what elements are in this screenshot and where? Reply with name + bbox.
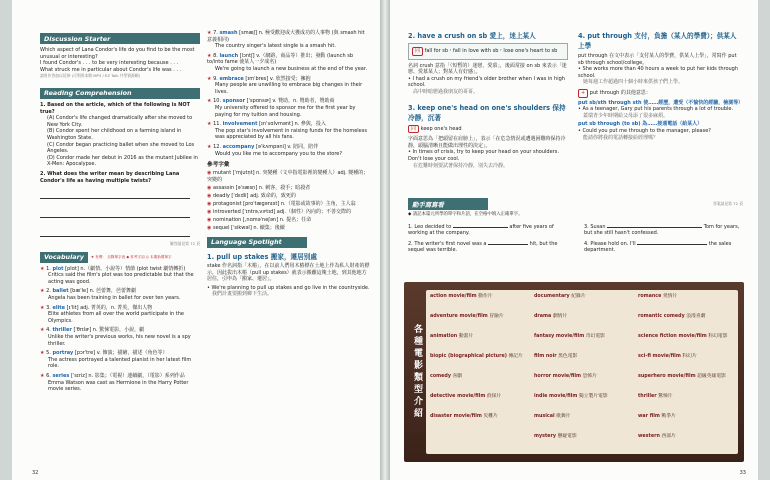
s4-more-tag — [578, 89, 743, 98]
vocab-definition: [pɔrˈtre] v. 飾演；描繪，描述（角色等） — [74, 350, 168, 357]
vocab-number: 4. — [46, 327, 51, 334]
genre-item — [534, 294, 632, 300]
vocab-word: accompany — [222, 143, 255, 150]
vocab-definition: [ˈsɪriz] n. 影集；（電視）連續劇，（電影）系列作品 — [70, 373, 185, 379]
genre-en: adventure movie/film — [430, 314, 488, 319]
genre-zh: 愛情片 — [662, 294, 678, 299]
exercise-q1-start: 1. Leo decided to — [408, 223, 452, 230]
vocab-example: Elite athletes from all over the world participate in the Olympics. — [48, 311, 184, 324]
exercise-section — [408, 198, 743, 254]
vocab-number: 8. — [213, 52, 218, 59]
star-icon: ★ — [207, 143, 212, 150]
genre-en: war film — [638, 414, 660, 419]
s3-synonym-text: keep one's head — [420, 125, 462, 132]
genre-en: musical — [534, 414, 555, 419]
vocab-example: Many people are unwilling to embrace big changes in their lives. — [215, 82, 363, 95]
genre-item — [430, 334, 528, 340]
vocab-definition: [bæˈle] n. 芭蕾舞，芭蕾舞劇 — [70, 288, 136, 295]
genre-en: thriller — [638, 394, 657, 399]
genre-item — [534, 394, 632, 400]
star-icon: ★ — [207, 98, 212, 105]
synonym-tag: 同 — [412, 47, 423, 56]
s4-title: 4. put through 支付，負擔（某人的學費）；供某人上學 — [578, 32, 737, 50]
blank-input[interactable] — [488, 240, 528, 245]
vocab-number: 6. — [46, 373, 51, 379]
s4-sub1-zh: 蓋瑞青少年時期給父母添了很多麻煩。 — [583, 112, 669, 119]
s2-title: 2. have a crush on sb 愛上，迷上某人 — [408, 32, 536, 40]
genre-item — [638, 354, 736, 360]
exercise-q2-end: hit, but the sequel was terrible. — [408, 240, 558, 254]
bullet-icon: ◉ — [207, 192, 212, 199]
vocab-definition: [lɔntʃ] v.（網路，商品等）推出；發動 (launch sb to/into fame 使某人一夕成名) — [207, 52, 353, 66]
exercise-q4-start: 4. Please hold on. I'll — [584, 240, 636, 247]
vocab-list-2 — [207, 30, 370, 157]
star-icon: ★ — [207, 52, 212, 59]
genre-en: fantasy movie/film — [534, 334, 585, 339]
answer-line[interactable] — [40, 192, 190, 199]
genres-panel — [404, 282, 744, 462]
vocab-example: The country singer's latest single is a smash hit. — [215, 43, 336, 50]
star-icon: ★ — [40, 304, 45, 311]
reference-text: nomination [,nɑməˈneʃən] n. 提名；任命 — [212, 217, 312, 224]
genre-item — [534, 374, 632, 380]
genre-zh: 科幻片 — [682, 354, 697, 359]
genre-en: superhero movie/film — [638, 374, 696, 379]
vocab-example: Angela has been training in ballet for over ten years. — [48, 295, 181, 302]
plus-tag: + — [578, 89, 588, 98]
s2-synonyms — [408, 43, 568, 60]
star-icon: ★ — [40, 350, 45, 357]
vocab-example: Would you like me to accompany you to the store? — [215, 150, 343, 157]
vocab-entry — [40, 305, 200, 325]
genre-zh: 喜劇 — [452, 374, 463, 379]
genre-zh: 恐怖片 — [582, 374, 597, 379]
genre-zh: 劇情片 — [552, 314, 568, 319]
vocab-header-note: ★ 有聲： 目錄單字表 ◆ 常考字詞 ◎ 本期新增單字 — [90, 254, 172, 259]
genre-item — [638, 374, 736, 380]
s4-sub2: put sb through (to sb) 為……接通電話（給某人） — [578, 121, 703, 128]
vocab-example: Emma Watson was cast as Hermione in the Harry Potter movie series. — [48, 379, 189, 393]
reference-text: sequel [ˈsikwəl] n. 續集；後續 — [212, 225, 285, 232]
blank-input[interactable] — [637, 240, 707, 245]
reference-item — [207, 225, 370, 232]
genre-zh: 驚悚片 — [658, 394, 673, 399]
exercise-col-2 — [584, 223, 742, 254]
discussion-header: Discussion Starter — [40, 33, 200, 44]
vocab-number: 5. — [46, 350, 51, 357]
genre-zh: 懸疑電影 — [557, 434, 577, 439]
reference-item — [207, 201, 370, 208]
vocab-definition: [ˈθrɪlɚ] n. 驚悚電影，小說，劇 — [73, 327, 145, 334]
spine — [380, 0, 390, 480]
genre-en: drama — [534, 314, 552, 319]
reading-q1-b: (B) Condor spent her childhood on a farming island in Washington State. — [47, 128, 182, 141]
vocab-definition: [əˈkʌmpəni] v. 陪同，陪伴 — [255, 143, 319, 150]
vocab-word: thriller — [52, 327, 72, 334]
spotlight-header: Language Spotlight — [207, 237, 307, 248]
genre-item — [638, 434, 736, 440]
genre-zh: 偵探片 — [486, 394, 502, 399]
genre-zh: 歌舞片 — [556, 414, 571, 419]
s4-sub1-example-text: As a teenager, Gary put his parents through a lot of trouble. — [582, 106, 734, 113]
reading-header: Reading Comprehension — [40, 88, 200, 99]
s4-example-zh: 她每週工作超過四十個小時來供孩子們上學。 — [583, 79, 684, 86]
vocab-definition: [ɪmˈbres] v. 欣然接受；擁抱 — [245, 75, 311, 82]
star-icon: ★ — [207, 75, 212, 82]
s4-sub2-example-text: Could you put me through to the manager, please? — [582, 127, 711, 134]
star-icon: ★ — [40, 373, 45, 379]
bullet-icon: ◉ — [207, 225, 212, 232]
genre-item — [638, 394, 736, 400]
genre-item — [534, 414, 632, 420]
answer-line[interactable] — [40, 230, 190, 237]
reference-text: mutant [ˈmjutṇt] n. 突變種（文中指電影裡的變種人）adj. 變種的；突變的 — [207, 170, 369, 183]
vocab-number: 3. — [46, 304, 51, 311]
right-column-2 — [578, 0, 743, 141]
exercise-q1 — [408, 223, 566, 237]
genre-en: horror movie/film — [534, 374, 582, 379]
vocab-entry — [207, 53, 370, 73]
star-icon: ★ — [40, 288, 45, 295]
reading-q1-a: (A) Condor's life changed dramatically after she moved to New York City. — [47, 115, 193, 128]
genre-en: animation — [430, 334, 458, 339]
genre-zh: 獨立製片電影 — [578, 394, 608, 399]
vocab-definition: [ˈspɑnsɚ] v. 贊助，n. 贊助者，贊助商 — [246, 98, 335, 105]
vocab-word: launch — [219, 52, 239, 59]
left-column — [40, 0, 200, 393]
discussion-answer-2: What struck me in particular about Condor's life was . . . — [40, 66, 182, 73]
genre-zh: 西部片 — [661, 434, 676, 439]
vocab-entry — [40, 373, 200, 393]
exercise-q3 — [584, 223, 742, 237]
star-icon: ★ — [207, 121, 212, 128]
vocab-entry — [40, 266, 200, 286]
spotlight-title: 1. pull up stakes 搬家，遷居別處 — [207, 252, 317, 261]
genre-en: biopic (biographical picture) — [430, 354, 507, 359]
exercise-header: 動手寫寫看 — [408, 198, 488, 210]
genre-en: disaster movie/film — [430, 414, 482, 419]
genre-item — [430, 414, 528, 420]
vocab-word: elite — [52, 304, 66, 311]
vocab-number: 1. — [46, 265, 51, 272]
star-icon: ★ — [40, 265, 45, 272]
genre-zh: 奇幻電影 — [585, 334, 605, 339]
exercise-q3-end: Tom for years, but she still hasn't confessed. — [584, 223, 740, 237]
genre-en: romantic comedy — [638, 314, 685, 319]
genre-item — [430, 294, 528, 300]
genre-en: detective movie/film — [430, 394, 486, 399]
exercise-questions — [408, 223, 743, 254]
exercise-answer-note: 答案請見第 72 頁 — [712, 200, 743, 206]
vocab-example: My university offered to sponsor me for the first year by paying for my tuition and housing. — [215, 104, 356, 118]
reference-text: assassin [əˈsæsṇ] n. 刺客，殺手；暗殺者 — [212, 184, 311, 191]
exercise-q2-start: 2. The writer's first novel was a — [408, 240, 487, 247]
s3-synonym — [408, 125, 568, 134]
star-icon: ★ — [40, 327, 45, 334]
genre-item — [534, 354, 632, 360]
genre-item — [430, 374, 528, 380]
synonym-tag: 同 — [408, 125, 419, 134]
left-column-2 — [207, 0, 370, 298]
s4-example: • She works more than 40 hours a week to put her kids through school. — [578, 66, 739, 79]
bullet-icon: ◉ — [207, 217, 212, 224]
reference-item — [207, 193, 370, 200]
s3-title: 3. keep one's head on one's shoulders 保持冷靜，沉著 — [408, 103, 566, 122]
reading-q1-c: (C) Condor began practicing ballet when she moved to Los Angeles. — [47, 141, 195, 155]
vocab-entry — [207, 76, 370, 96]
genre-en: mystery — [534, 434, 557, 439]
vocab-list — [40, 266, 200, 393]
genre-item — [638, 314, 736, 320]
reading-q1: 1. Based on the article, which of the following is NOT true? — [40, 101, 191, 115]
bullet-icon: ◉ — [207, 170, 212, 177]
genres-vertical-title: 各種電影類型介紹 — [412, 324, 422, 420]
vocab-entry — [207, 30, 370, 50]
genre-zh: 冒險片 — [489, 314, 504, 319]
vocab-number: 9. — [213, 75, 218, 82]
reference-item — [207, 170, 370, 183]
reference-item — [207, 209, 370, 216]
genre-item — [534, 334, 632, 340]
vocab-word: portray — [52, 350, 74, 357]
s2-body: 名詞 crush 意指「（短暫的）迷戀，愛慕」，後面常接 on sb 來表示「迷戀、愛慕某人；對某人有好感」。 — [408, 62, 567, 76]
vocab-word: plot — [52, 265, 64, 272]
vocab-entry — [40, 288, 200, 301]
s3-example: • In times of crisis, try to keep your head on your shoulders. Don't lose your cool. — [408, 149, 559, 162]
genre-zh: 科幻電影 — [708, 334, 728, 339]
reading-answer-note: 解答請見第 72 頁 — [169, 241, 200, 247]
s3-example-text: In times of crisis, try to keep your head on your shoulders. Don't lose your cool. — [408, 149, 559, 162]
bullet-icon: ◉ — [207, 184, 212, 191]
exercise-header-row — [408, 198, 743, 210]
genre-item — [430, 314, 528, 320]
blank-input[interactable] — [607, 223, 702, 228]
exercise-q4 — [584, 240, 742, 254]
s2-synonyms-text: fall for sb・fall in love with sb・lose one's heart to sb — [424, 48, 558, 54]
s4-more-tag-text: put through 的其他意思： — [589, 89, 651, 96]
genre-en: western — [638, 434, 660, 439]
vocab-entry — [40, 350, 200, 370]
vocab-entry — [207, 144, 370, 157]
right-column-1 — [408, 0, 568, 169]
genres-board — [426, 290, 738, 454]
s4-sub2-example: • Could you put me through to the manager, please? — [578, 127, 711, 134]
genre-en: romance — [638, 294, 662, 299]
genre-item — [430, 354, 528, 360]
spotlight-body: stake 作名詞指「木樁」，在以前人們用木樁標在土地上作為私人財產的標示，因此拔出木樁（pull up stakes）就表示搬離這塊土地，到其他地方居住，引申為「搬家、遷居」。 — [207, 262, 370, 283]
s4-sub2-zh: 能請你將我的電話轉接給經理嗎？ — [583, 134, 659, 141]
s2-example-text: I had a crush on my friend's older brother when I was in high school. — [408, 75, 565, 89]
bullet-icon: ◉ — [207, 201, 212, 208]
spotlight-example-text: We're planning to pull up stakes and go live in the countryside. — [211, 284, 370, 291]
genre-zh: 動作片 — [478, 294, 493, 299]
genre-item — [430, 394, 528, 400]
vocab-number: 11. — [213, 121, 222, 128]
genre-en: science fiction movie/film — [638, 334, 707, 339]
genre-zh: 超級英雄電影 — [697, 374, 726, 379]
vocab-entry — [207, 121, 370, 141]
genre-item — [638, 414, 736, 420]
vocab-word: smash — [219, 30, 238, 36]
spotlight-example-zh: 我們計畫要搬到鄉下生活。 — [212, 291, 273, 298]
genre-en: indie movie/film — [534, 394, 578, 399]
vocab-header: Vocabulary — [40, 252, 88, 263]
discussion-note: 請用作答加以延伸 (可利用本期 MP3 / EZ Talk 共學資源網) — [40, 73, 141, 79]
genre-zh: 災難片 — [483, 414, 498, 419]
genre-zh: 動畫片 — [458, 334, 474, 339]
genre-item — [534, 434, 632, 440]
genre-zh: 黑色電影 — [558, 354, 578, 359]
s4-sub1: put sb/sth through sth 使……經歷，遭受（不愉快的經驗，檢測等） — [578, 99, 744, 106]
s2-example-zh: 高中時暗戀過我朋友的哥哥。 — [413, 88, 479, 95]
vocab-definition: [ɪˈlit] adj. 菁英的，n. 菁英，傑出人物 — [66, 304, 153, 311]
reading-q1-d: (D) Condor made her debut in 2016 as the mutant Jubilee in X-Men: Apocalypse. — [47, 154, 198, 168]
reference-list — [207, 170, 370, 232]
vocab-word: sponsor — [222, 98, 246, 105]
genre-zh: 浪漫喜劇 — [686, 314, 706, 319]
vocab-word: embrace — [219, 75, 244, 82]
genre-zh: 紀錄片 — [571, 294, 586, 299]
reference-header: 參考字彙 — [207, 162, 230, 169]
right-page — [390, 0, 758, 480]
vocab-word: ballet — [52, 288, 69, 295]
page-number-left: 32 — [32, 470, 39, 476]
genre-en: film noir — [534, 354, 557, 359]
discussion-question: Which aspect of Lana Condor's life do you find to be the most unusual or interesting? — [40, 47, 195, 60]
exercise-q4-end: the sales department. — [584, 240, 732, 254]
left-page — [12, 0, 380, 480]
vocab-number: 12. — [213, 143, 222, 150]
vocab-entry — [207, 98, 370, 118]
discussion-answer-1: I found Condor's . . . to be very interesting because . . . — [40, 60, 179, 67]
genre-item — [638, 334, 736, 340]
page-number-right: 33 — [739, 470, 746, 476]
genre-en: action movie/film — [430, 294, 477, 299]
exercise-q2 — [408, 240, 566, 254]
vocab-example: Critics said the film's plot was too predictable but that the acting was good. — [48, 272, 194, 285]
genre-item — [534, 314, 632, 320]
exercise-instructions: ◆ 請記本篇元所學的單字和片語，在空格中填入正確單字。 — [408, 212, 523, 217]
vocab-header-row — [40, 252, 200, 263]
reading-q2: 2. What does the writer mean by describing Lana Condor's life as having multiple twists? — [40, 170, 180, 184]
exercise-q3-start: 3. Susan — [584, 223, 606, 230]
vocab-number: 2. — [46, 288, 51, 295]
genre-zh: 傳記片 — [508, 354, 523, 359]
s4-body: put through 在文中表示「支付某人的學費，供某人上學」，常寫作 put sb through school/college。 — [578, 53, 737, 66]
vocab-example: The actress portrayed a talented pianist in her latest film role. — [48, 356, 192, 370]
genre-en: comedy — [430, 374, 451, 379]
s2-example: • I had a crush on my friend's older brother when I was in high school. — [408, 75, 565, 89]
genre-en: sci-fi movie/film — [638, 354, 681, 359]
star-icon: ★ — [207, 30, 212, 36]
reference-text: introverted [ˈɪntrə,vɝtɪd] adj.（個性）內向的；不善交際的 — [212, 209, 352, 216]
genre-item — [638, 294, 736, 300]
exercise-q1-end: after five years of working at the company. — [408, 223, 554, 237]
answer-line[interactable] — [40, 211, 190, 218]
s3-example-zh: 在危難時刻要試著保持冷靜，別失去冷靜。 — [413, 162, 509, 169]
reference-text: deadly [ˈdɛdli] adj. 致命的，致死的 — [212, 192, 296, 199]
blank-input[interactable] — [453, 223, 508, 228]
s4-sub1-example: • As a teenager, Gary put his parents through a lot of trouble. — [578, 106, 734, 113]
s3-body: 字面意思為「把頭留在肩膀上」，表示「在危急情況或遭遇困難時保持冷靜，頭腦清晰且能做出理性的決定」。 — [408, 136, 566, 149]
vocab-example: We're going to launch a new business at the end of the year. — [215, 65, 368, 72]
vocab-number: 7. — [213, 30, 218, 36]
reference-item — [207, 217, 370, 224]
genre-en: documentary — [534, 294, 570, 299]
exercise-col-1 — [408, 223, 566, 254]
vocab-word: involvement — [222, 121, 258, 128]
vocab-word: series — [52, 373, 70, 379]
vocab-entry — [40, 327, 200, 347]
reference-item — [207, 185, 370, 192]
vocab-example: Unlike the writer's previous works, his new novel is a spy thriller. — [48, 334, 191, 347]
vocab-definition: [ɪnˈvɑlvmənt] n. 參與，投入 — [259, 121, 326, 128]
vocab-example: The pop star's involvement in raising funds for the homeless was appreciated by all his fans. — [215, 127, 367, 141]
vocab-definition: [smæʃ] n. 極受歡迎或大獲成功的人事物 (與 smash hit 意義相同) — [207, 30, 365, 43]
s4-example-text: She works more than 40 hours a week to put her kids through school. — [578, 66, 739, 79]
vocab-number: 10. — [213, 98, 222, 105]
vocab-definition: [plɑt] n.（劇情、小說等）情節 (plot twist 劇情轉折) — [65, 265, 186, 272]
genre-zh: 戰爭片 — [661, 414, 676, 419]
reference-text: protagonist [proˈtægənɪst] n.（電影或故事的）主角，主人翁 — [212, 201, 356, 208]
bullet-icon: ◉ — [207, 209, 212, 216]
spotlight-example: • We're planning to pull up stakes and go live in the countryside. — [207, 284, 370, 291]
